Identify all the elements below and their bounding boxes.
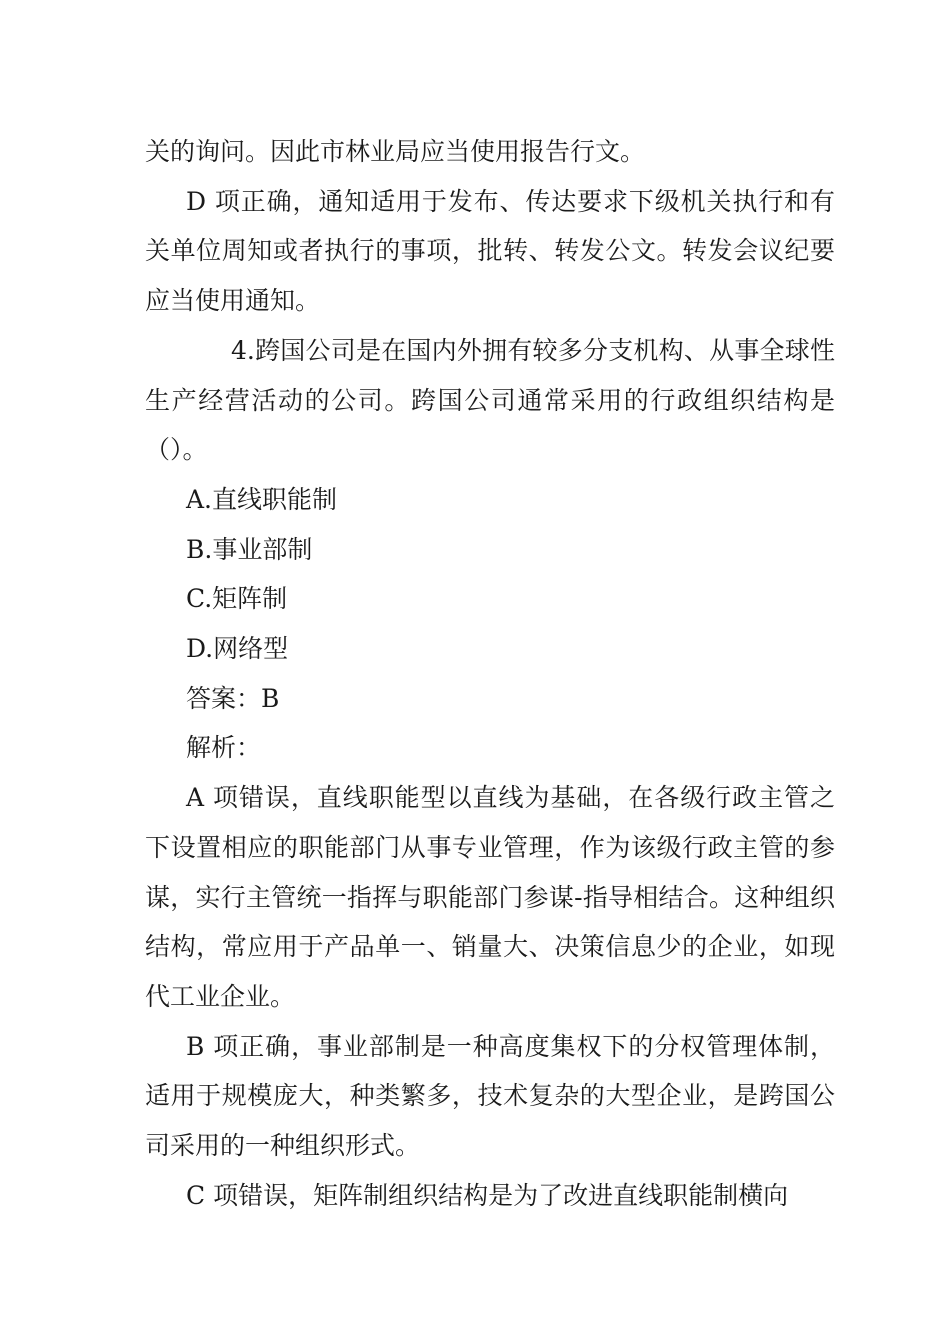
paragraph-option-d-explanation: D 项正确，通知适用于发布、传达要求下级机关执行和有关单位周知或者执行的事项，批转、转发公文。转发会议纪要应当使用通知。 — [145, 186, 835, 316]
option-b: B.事业部制 — [186, 534, 313, 564]
answer-line: 答案：B — [186, 683, 280, 713]
analysis-heading: 解析： — [186, 733, 262, 763]
option-a: A.直线职能制 — [186, 484, 338, 514]
analysis-option-b: B 项正确，事业部制是一种高度集权下的分权管理体制，适用于规模庞大，种类繁多，技术复杂的大型企业，是跨国公司采用的一种组织形式。 — [145, 1031, 835, 1161]
question-4-stem: 4.跨国公司是在国内外拥有较多分支机构、从事全球性生产经营活动的公司。跨国公司通常采用的行政组织结构是（）。 — [145, 335, 835, 465]
paragraph-continuation: 关的询问。因此市林业局应当使用报告行文。 — [145, 137, 646, 166]
document-body — [145, 127, 835, 1220]
option-c: C.矩阵制 — [186, 584, 288, 614]
analysis-option-c: C 项错误，矩阵制组织结构是为了改进直线职能制横向 — [186, 1180, 789, 1210]
option-d: D.网络型 — [186, 634, 289, 664]
analysis-option-a: A 项错误，直线职能型以直线为基础，在各级行政主管之下设置相应的职能部门从事专业管理，作为该级行政主管的参谋，实行主管统一指挥与职能部门参谋-指导相结合。这种组织结构，常应用于产品单一、销量大、决策信息少的企业，如现代工业企业。 — [145, 783, 835, 1011]
